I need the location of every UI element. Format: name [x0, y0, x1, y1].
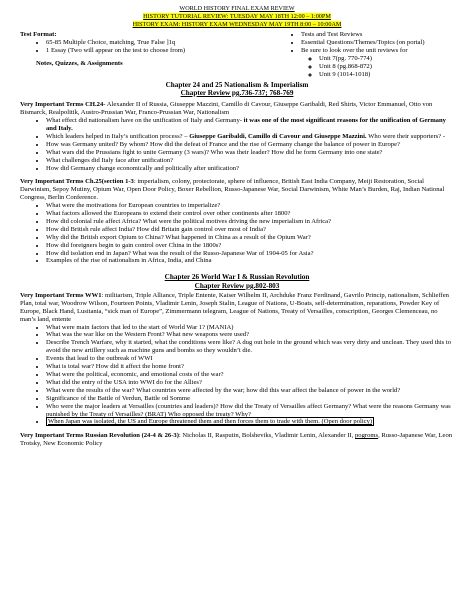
format-item: • 65-85 Multiple Choice, matching, True False ]1q	[46, 39, 255, 47]
question-item: • Who were the major leaders at Versailles (countries and leaders)? How did the Treaty of Versailles affect Germany? What were the reasons Germany was punished by the Treaty of Versailles? (BRAT) Who opposed the treaty? Why?	[46, 403, 454, 419]
question-item: • Events that lead to the outbreak of WWI	[46, 355, 454, 363]
terms-ch24: Very Important Terms CH.24- Alexander II of Russia, Giuseppe Mazzini, Camillo di Cavour, Giuseppe Garibaldi, Red Shirts, Victor Emmanuel, Otto von Bismarck, Realpolitik, Austro-Prussian War, Franco-Prussian War, Nationalism	[20, 101, 433, 117]
unit-item: ◦ Unit 9 (1014-1018)	[319, 71, 454, 79]
terms-russian-revolution: Very Important Terms Russian Revolution (24-4 & 26-3): Nicholas II, Rasputin, Bolsheviks, Vladimir Lenin, Alexander II, pogroms, Russo-Japanese War, Leon Trotsky, New Economic Policy	[20, 432, 453, 448]
unit-item: ◦ Unit 7(pg. 770-774)	[319, 55, 454, 63]
section-title-ch24: Chapter 24 and 25 Nationalism & Imperialism Chapter Review pg.736-737; 768-769	[165, 80, 309, 97]
document-title: WORLD HISTORY FINAL EXAM REVIEW	[179, 5, 295, 12]
question-item: • Which leaders helped in Italy’s unification process? – Giuseppe Garibaldi, Camillo di Cavour and Giuseppe Mazzini. Who were their supporters? -	[46, 133, 454, 141]
question-item-boxed: • When Japan was isolated, the US and Europe threatened them and then forces them to trade with them. (Open door policy)	[46, 418, 454, 426]
question-item: • How was Germany united? By whom? How did the defeat of France and the rise of Germany change the balance of power in Europe?	[46, 141, 454, 149]
resource-item: • Be sure to look over the unit reviews for ◦ Unit 7(pg. 770-774) ◦ Unit 8 (pg.868-872) ◦ Unit 9 (1014-1018)	[301, 47, 454, 79]
notes-label: Notes, Quizzes, & Assignments	[36, 59, 123, 67]
question-item: • Describe Trench Warfare, why it started, what the conditions were like? A dug out hole in the ground which was very dirty and unclean. They used this to avoid the new artillery such as machine guns and bombs so they wouldn’t die.	[46, 339, 454, 355]
questions-ch24	[20, 117, 454, 172]
exam-date: HISTORY EXAM: HISTORY EXAM WEDNESDAY MAY 19TH 8:00 – 10:00AM	[132, 20, 342, 28]
question-item: • What wars did the Prussians fight to unite Germany (3 wars)? Who was their leader? How did he form Germany into one state?	[46, 149, 454, 157]
question-item: • Examples of the rise of nationalism in Africa, India, and China	[46, 257, 454, 265]
question-item: • What is total war? How did it affect the home front?	[46, 363, 454, 371]
question-item: • How did Germany change economically and politically after unification?	[46, 165, 454, 173]
test-format-label: Test Format:	[20, 31, 57, 39]
resource-item: • Essential Questions/Themes/Topics (on portal)	[301, 39, 454, 47]
question-item: • What were the political, economic, and emotional costs of the war?	[46, 371, 454, 379]
question-item: • What did the entry of the USA into WWI do for the Allies?	[46, 379, 454, 387]
question-item: • How did British rule affect India? How did Britain gain control over most of India?	[46, 226, 454, 234]
section-title-ch26: Chapter 26 World War I & Russian Revolution Chapter Review pg.802-803	[164, 273, 310, 290]
question-item: • Why did the British export Opium to China? What happened in China as a result of the Opium War?	[46, 234, 454, 242]
question-item: • What were the results of the war? What countries were affected by the war; how did this war affect the balance of power in the world?	[46, 387, 454, 395]
questions-ch25	[20, 202, 454, 265]
resource-item: • Tests and Test Reviews	[301, 31, 454, 39]
format-item: • 1 Essay (Two will appear on the test to choose from)	[46, 47, 255, 55]
question-item: • What was the war like on the Western Front? What new weapons were used?	[46, 331, 454, 339]
unit-item: ◦ Unit 8 (pg.868-872)	[319, 63, 454, 71]
question-item: • What were main factors that led to the start of World War 1? (MANIA)	[46, 324, 454, 332]
question-item: • How did colonial rule affect Africa? What were the political motives driving the new imperialism in Africa?	[46, 218, 454, 226]
document-header	[20, 5, 454, 28]
terms-ww1: Very Important Terms WW1: militarism, Triple Alliance, Triple Entente, Kaiser Wilhelm II, Archduke Franz Ferdinand, Gavrilo Princip, nationalism, Schlieffen Plan, total war, Woodrow Wilson, Fourteen Points, Vladimir Lenin, Joseph Stalin, League of Nations, U-Boats, self-determination, reparations, Powder Key of Europe, Black Hand, Lusitania, “sick man of Europe”, Zimmermann telegram, League of Nations, Treaty of Versailles, conscription, Georges Clemenceau, no man’s land, entente	[20, 291, 449, 323]
question-item: • What effect did nationalism have on the unification of Italy and Germany- it was one of the most significant reasons for the unification of Germany and Italy.	[46, 117, 454, 133]
tutorial-date: HISTORY TUTORIAL REVIEW: TUESDAY MAY 18TH 12:00 – 1:00PM	[143, 12, 331, 20]
format-section	[20, 31, 454, 78]
terms-ch25: Very Important Terms Ch.25(section 1-3: imperialism, colony, protectorate, sphere of influence, British East India Company, Meiji Restoration, Social Darwinism, Sepoy Mutiny, Opium War, Open Door Policy, Boxer Rebellion, Russo-Japanese War, Social Darwinism, White Man’s Burden, Raj, Indian National Congress, Berlin Conference.	[20, 178, 445, 202]
question-item: • Significance of the Battle of Verdun, Battle od Somme	[46, 395, 454, 403]
question-item: • What challenges did Italy face after unification?	[46, 157, 454, 165]
question-item: • How did isolation end in Japan? What was the result of the Russo-Japanese War of 1904-05 for Asia?	[46, 250, 454, 258]
question-item: • What were the motivations for European countries to imperialize?	[46, 202, 454, 210]
question-item: • What factors allowed the Europeans to extend their control over other continents after 1800?	[46, 210, 454, 218]
question-item: • How did foreigners begin to gain control over China in the 1800s?	[46, 242, 454, 250]
questions-ch26	[20, 324, 454, 427]
